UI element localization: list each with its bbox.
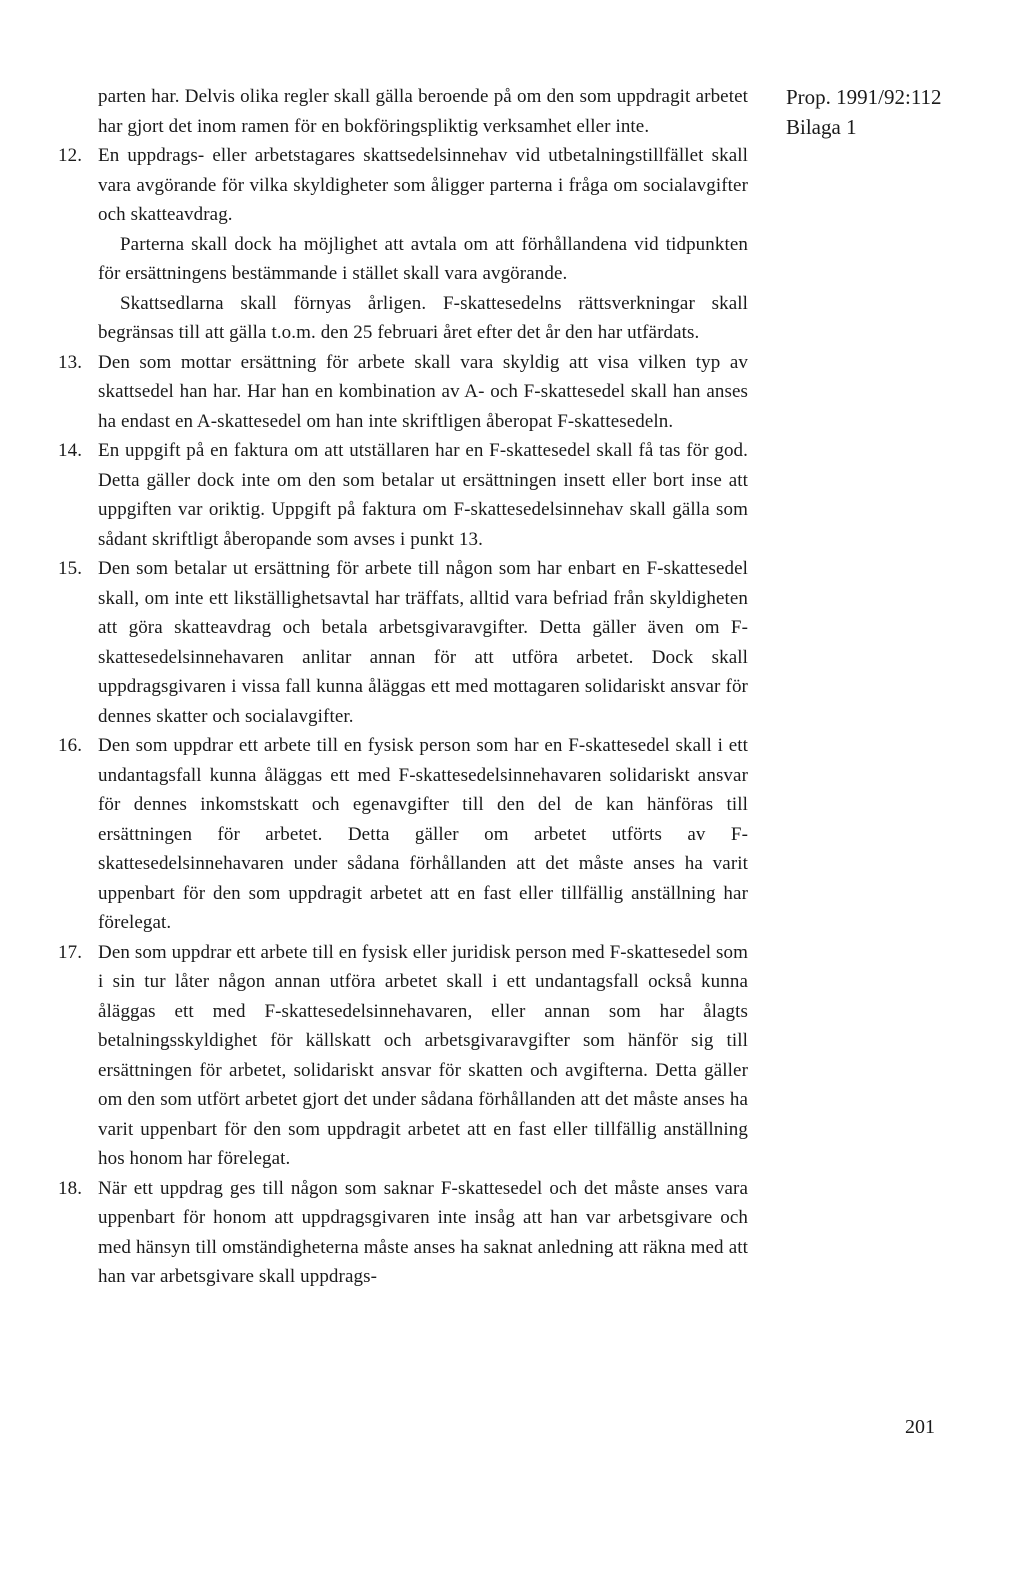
item-text: Den som uppdrar ett arbete till en fysisk person som har en F-skattesedel skall i ett undantagsfall kunna åläggas ett med F-skattesedelsinnehavaren solidariskt ansvar för dennes inkomstskatt och egenavgifter till den del de kan hänföras till ersättningen för arbetet. Detta gäller om arbetet utförts av F-skattesedelsinnehavaren under sådana förhållanden att det måste anses ha varit uppenbart för den som uppdragit arbetet att en fast eller tillfällig anställning har förelegat. xyxy=(98,735,748,933)
item-number: 18. xyxy=(58,1177,83,1199)
item-number: 15. xyxy=(58,558,83,579)
list-item-14 xyxy=(58,436,748,554)
list-item-17 xyxy=(58,938,748,1174)
list-item-13 xyxy=(58,348,748,437)
item-number: 14. xyxy=(58,440,83,461)
item-number: 16. xyxy=(58,735,83,756)
list-item-16 xyxy=(58,731,748,938)
item-text: Den som betalar ut ersättning för arbete till någon som har enbart en F-skattesedel skall, om inte ett likställighetsavtal har träffats, alltid vara befriad från skyldigheten att göra skatteavdrag och betala arbetsgivaravgifter. Detta gäller även om F-skattesedelsinnehavaren anlitar annan för att utföra arbetet. Dock skall uppdragsgivaren i vissa fall kunna åläggas ett med mottagaren solidariskt ansvar för dennes skatter och socialavgifter. xyxy=(98,558,748,727)
sub-paragraph: Parterna skall dock ha möjlighet att avtala om att förhållandena vid tidpunkten för ersättningens bestämmande i stället skall vara avgörande. xyxy=(98,233,748,284)
item-number: 13. xyxy=(58,351,83,373)
list-item-12 xyxy=(58,141,748,230)
list-item-15 xyxy=(58,554,748,731)
item-number: 17. xyxy=(58,941,83,963)
item-number: 12. xyxy=(58,145,83,166)
item-text: Den som uppdrar ett arbete till en fysisk eller juridisk person med F-skattesedel som i sin tur låter någon annan utföra arbetet skall i ett undantagsfall också kunna åläggas ett med F-skattesedelsinnehavaren, eller annan som har ålagts betalningsskyldighet för källskatt och arbetsgivaravgifter som hänför sig till ersättningen för arbetet, solidariskt ansvar för skatten och avgifterna. Detta gäller om den som utfört arbetet gjort det under sådana förhållanden att det måste anses ha varit uppenbart för den som uppdragit arbetet att en fast eller tillfällig anställning hos honom har förelegat. xyxy=(98,941,748,1169)
page-number: 201 xyxy=(905,1416,935,1438)
appendix-label: Bilaga 1 xyxy=(786,115,857,139)
item-text: När ett uppdrag ges till någon som saknar F-skattesedel och det måste anses vara uppenbart för honom att uppdragsgivaren inte insåg att han var arbetsgivare och med hänsyn till omständigheterna måste anses ha saknat anledning att räkna med att han var arbetsgivare skall uppdrags- xyxy=(98,1177,748,1287)
intro-paragraph: parten har. Delvis olika regler skall gälla beroende på om den som uppdragit arbetet har gjort det inom ramen för en bokföringspliktig verksamhet eller inte. xyxy=(98,86,748,137)
item-text: En uppgift på en faktura om att utställaren har en F-skattesedel skall få tas för god. Detta gäller dock inte om den som betalar ut ersättningen insett eller bort inse att uppgiften var oriktig. Uppgift på faktura om F-skattesedelsinnehav skall gälla som sådant skriftligt åberopande som avses i punkt 13. xyxy=(98,440,748,550)
proposition-number: Prop. 1991/92:112 xyxy=(786,85,942,109)
item-text: Den som mottar ersättning för arbete skall vara skyldig att visa vilken typ av skattsedel han har. Har han en kombination av A- och F-skattesedel skall han anses ha endast en A-skattesedel om han inte skriftligen åberopat F-skattesedeln. xyxy=(98,351,748,432)
body-text xyxy=(58,82,748,1292)
list-item-18 xyxy=(58,1174,748,1292)
item-text: En uppdrags- eller arbetstagares skattsedelsinnehav vid utbetalningstillfället skall vara avgörande för vilka skyldigheter som åligger parterna i fråga om socialavgifter och skatteavdrag. xyxy=(98,145,748,225)
sub-paragraph: Skattsedlarna skall förnyas årligen. F-skattesedelns rättsverkningar skall begränsas till att gälla t.o.m. den 25 februari året efter det år den har utfärdats. xyxy=(98,292,748,343)
margin-reference xyxy=(786,82,942,142)
